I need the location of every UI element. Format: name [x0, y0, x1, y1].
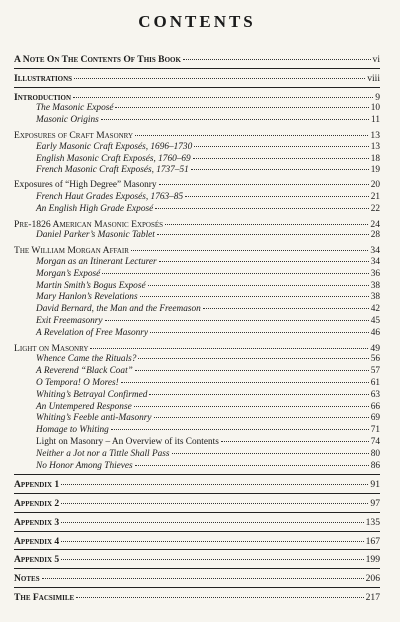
toc-entry-page-number: 22 [370, 203, 380, 214]
toc-entry-title: French Masonic Craft Exposés, 1737–51 [36, 165, 189, 176]
toc-entry[interactable] [14, 425, 380, 437]
dot-leader [150, 332, 369, 333]
toc-entry[interactable] [14, 281, 380, 293]
toc-entry-title: English Masonic Craft Exposés, 1760–69 [36, 153, 191, 164]
toc-entry[interactable] [14, 328, 380, 340]
toc-entry-title: Masonic Origins [36, 115, 99, 126]
table-of-contents [14, 54, 380, 604]
toc-entry-page-number: 18 [370, 153, 380, 164]
dot-leader [159, 184, 369, 185]
toc-entry-page-number: 28 [370, 230, 380, 241]
dot-leader [183, 59, 371, 60]
dot-leader [194, 146, 368, 147]
toc-entry-title: Appendix 5 [14, 554, 60, 566]
toc-entry-page-number: 91 [370, 479, 380, 491]
toc-entry[interactable] [14, 316, 380, 328]
toc-entry[interactable] [14, 479, 380, 491]
toc-entry-page-number: 97 [370, 498, 380, 510]
toc-entry-title: Whiting’s Feeble anti-Masonry [36, 413, 152, 424]
dot-leader [90, 348, 368, 349]
dot-leader [185, 196, 369, 197]
toc-entry-title: Introduction [14, 91, 72, 103]
dot-leader [61, 522, 363, 523]
toc-entry[interactable] [14, 92, 380, 104]
section-divider [14, 587, 380, 588]
dot-leader [102, 273, 368, 274]
toc-entry[interactable] [14, 257, 380, 269]
toc-entry[interactable] [14, 304, 380, 316]
toc-entry-title: Appendix 1 [14, 479, 60, 491]
dot-leader [135, 370, 369, 371]
toc-entry-page-number: 206 [365, 573, 380, 585]
toc-entry-title: French Haut Grades Exposés, 1763–85 [36, 191, 184, 202]
toc-entry-page-number: 45 [370, 315, 380, 326]
toc-entry-title: Martin Smith’s Bogus Exposé [36, 280, 146, 291]
toc-entry-title: The Facsimile [14, 592, 75, 604]
dot-leader [140, 296, 369, 297]
toc-entry-page-number: 36 [370, 268, 380, 279]
dot-leader [42, 578, 364, 579]
toc-entry-page-number: 49 [370, 342, 380, 354]
dot-leader [111, 429, 369, 430]
toc-entry[interactable] [14, 366, 380, 378]
dot-leader [172, 453, 369, 454]
toc-entry-page-number: 80 [370, 448, 380, 459]
toc-entry-page-number: 42 [370, 304, 380, 315]
section-divider [14, 549, 380, 550]
toc-entry-title: Illustrations [14, 72, 73, 84]
dot-leader [165, 224, 368, 225]
toc-entry[interactable] [14, 536, 380, 548]
toc-entry-page-number: vi [372, 54, 380, 65]
toc-entry-title: Early Masonic Craft Exposés, 1696–1730 [36, 141, 193, 152]
toc-entry-page-number: 19 [370, 165, 380, 176]
toc-entry-title: Exposures of Craft Masonry [14, 129, 134, 141]
toc-entry[interactable] [14, 343, 380, 355]
dot-leader [115, 107, 368, 108]
toc-entry[interactable] [14, 245, 380, 257]
toc-entry-page-number: 13 [370, 129, 380, 141]
toc-entry[interactable] [14, 269, 380, 281]
toc-entry-page-number: 38 [370, 280, 380, 291]
dot-leader [155, 208, 368, 209]
dot-leader [148, 285, 369, 286]
section-divider [14, 512, 380, 513]
toc-entry-title: Light on Masonry [14, 342, 89, 354]
dot-leader [149, 394, 368, 395]
toc-entry-page-number: 217 [365, 592, 380, 604]
dot-leader [154, 417, 369, 418]
toc-entry-page-number: 56 [370, 354, 380, 365]
dot-leader [101, 119, 369, 120]
dot-leader [221, 441, 369, 442]
section-divider [14, 568, 380, 569]
toc-entry-title: Light on Masonry – An Overview of its Contents [36, 436, 219, 447]
toc-entry-page-number: 20 [370, 180, 380, 191]
toc-entry[interactable] [14, 230, 380, 242]
dot-leader [76, 597, 363, 598]
toc-entry-title: Exposures of “High Degree” Masonry [14, 180, 157, 191]
toc-entry[interactable] [14, 204, 380, 216]
toc-entry[interactable] [14, 413, 380, 425]
toc-entry-title: Pre-1826 American Masonic Exposés [14, 218, 164, 230]
toc-entry[interactable] [14, 437, 380, 449]
toc-entry-page-number: 24 [370, 218, 380, 230]
toc-entry-title: Notes [14, 573, 40, 585]
toc-entry-page-number: 199 [365, 554, 380, 566]
toc-entry-title: Appendix 3 [14, 516, 60, 528]
toc-entry-page-number: 10 [370, 103, 380, 114]
dot-leader [61, 541, 363, 542]
toc-entry-title: Neither a Jot nor a Tittle Shall Pass [36, 448, 170, 459]
toc-entry-title: David Bernard, the Man and the Freemason [36, 304, 201, 315]
toc-entry[interactable] [14, 73, 380, 85]
toc-entry-page-number: 21 [370, 191, 380, 202]
dot-leader [121, 382, 369, 383]
section-divider [14, 493, 380, 494]
toc-entry-page-number: 34 [370, 256, 380, 267]
toc-entry[interactable] [14, 390, 380, 402]
toc-entry-title: Morgan as an Itinerant Lecturer [36, 256, 157, 267]
dot-leader [135, 465, 369, 466]
dot-leader [135, 135, 368, 136]
toc-entry-title: The William Morgan Affair [14, 245, 129, 257]
dot-leader [203, 308, 369, 309]
toc-entry-page-number: 46 [370, 327, 380, 338]
toc-entry[interactable] [14, 115, 380, 127]
toc-entry-title: Whence Came the Rituals? [36, 354, 137, 365]
toc-entry-title: A Reverend “Black Coat” [36, 366, 133, 377]
toc-entry-title: The Masonic Exposé [36, 103, 114, 114]
toc-entry[interactable] [14, 378, 380, 390]
toc-entry[interactable] [14, 402, 380, 414]
dot-leader [193, 158, 369, 159]
toc-entry-page-number: 135 [365, 516, 380, 528]
toc-entry[interactable] [14, 180, 380, 192]
section-divider [14, 474, 380, 475]
toc-entry-title: Exit Freemasonry [36, 315, 103, 326]
toc-entry-title: Appendix 4 [14, 535, 60, 547]
dot-leader [74, 78, 365, 79]
toc-entry-title: Daniel Parker’s Masonic Tablet [36, 230, 155, 241]
toc-entry-title: Mary Hanlon’s Revelations [36, 292, 138, 303]
toc-entry-page-number: 57 [370, 366, 380, 377]
toc-entry-title: A Revelation of Free Masonry [36, 327, 149, 338]
toc-entry-title: Morgan’s Exposé [36, 268, 101, 279]
toc-entry-title: Appendix 2 [14, 498, 60, 510]
dot-leader [191, 169, 369, 170]
dot-leader [61, 559, 363, 560]
dot-leader [131, 250, 369, 251]
toc-entry-page-number: 74 [370, 436, 380, 447]
toc-entry-page-number: 66 [370, 401, 380, 412]
toc-entry-page-number: 63 [370, 389, 380, 400]
toc-entry[interactable] [14, 192, 380, 204]
toc-entry-page-number: 9 [375, 91, 380, 103]
toc-entry-page-number: 61 [370, 377, 380, 388]
dot-leader [61, 484, 368, 485]
dot-leader [157, 234, 369, 235]
section-divider [14, 68, 380, 69]
toc-entry-title: Homage to Whiting [36, 425, 109, 436]
toc-entry-page-number: 86 [370, 460, 380, 471]
toc-entry[interactable] [14, 554, 380, 566]
toc-entry-title: No Honor Among Thieves [36, 460, 133, 471]
dot-leader [159, 261, 369, 262]
toc-entry[interactable] [14, 292, 380, 304]
section-divider [14, 87, 380, 88]
dot-leader [138, 358, 368, 359]
dot-leader [105, 320, 369, 321]
toc-entry-page-number: 11 [371, 115, 380, 126]
toc-entry[interactable] [14, 142, 380, 154]
toc-entry[interactable] [14, 592, 380, 604]
toc-entry[interactable] [14, 498, 380, 510]
toc-entry-title: A Note On The Contents Of This Book [14, 54, 181, 65]
toc-entry[interactable] [14, 517, 380, 529]
toc-entry-title: Whiting’s Betrayal Confirmed [36, 389, 148, 400]
toc-entry-page-number: 69 [370, 413, 380, 424]
page-title: CONTENTS [138, 12, 256, 31]
toc-entry[interactable] [14, 461, 380, 473]
dot-leader [73, 97, 373, 98]
section-divider [14, 531, 380, 532]
toc-entry-title: An English High Grade Exposé [36, 203, 154, 214]
toc-entry[interactable] [14, 449, 380, 461]
toc-entry[interactable] [14, 165, 380, 177]
toc-entry[interactable] [14, 54, 380, 66]
toc-entry[interactable] [14, 130, 380, 142]
toc-entry-page-number: 34 [370, 245, 380, 257]
toc-entry[interactable] [14, 154, 380, 166]
toc-entry-page-number: 167 [365, 535, 380, 547]
toc-entry-page-number: 71 [370, 425, 380, 436]
dot-leader [61, 503, 368, 504]
toc-entry-page-number: 13 [370, 141, 380, 152]
toc-entry[interactable] [14, 354, 380, 366]
dot-leader [134, 406, 369, 407]
toc-entry-page-number: viii [367, 72, 380, 84]
toc-entry-title: O Tempora! O Mores! [36, 377, 119, 388]
toc-entry[interactable] [14, 219, 380, 231]
toc-entry-title: An Untempered Response [36, 401, 132, 412]
toc-entry[interactable] [14, 103, 380, 115]
toc-entry[interactable] [14, 573, 380, 585]
toc-entry-page-number: 38 [370, 292, 380, 303]
